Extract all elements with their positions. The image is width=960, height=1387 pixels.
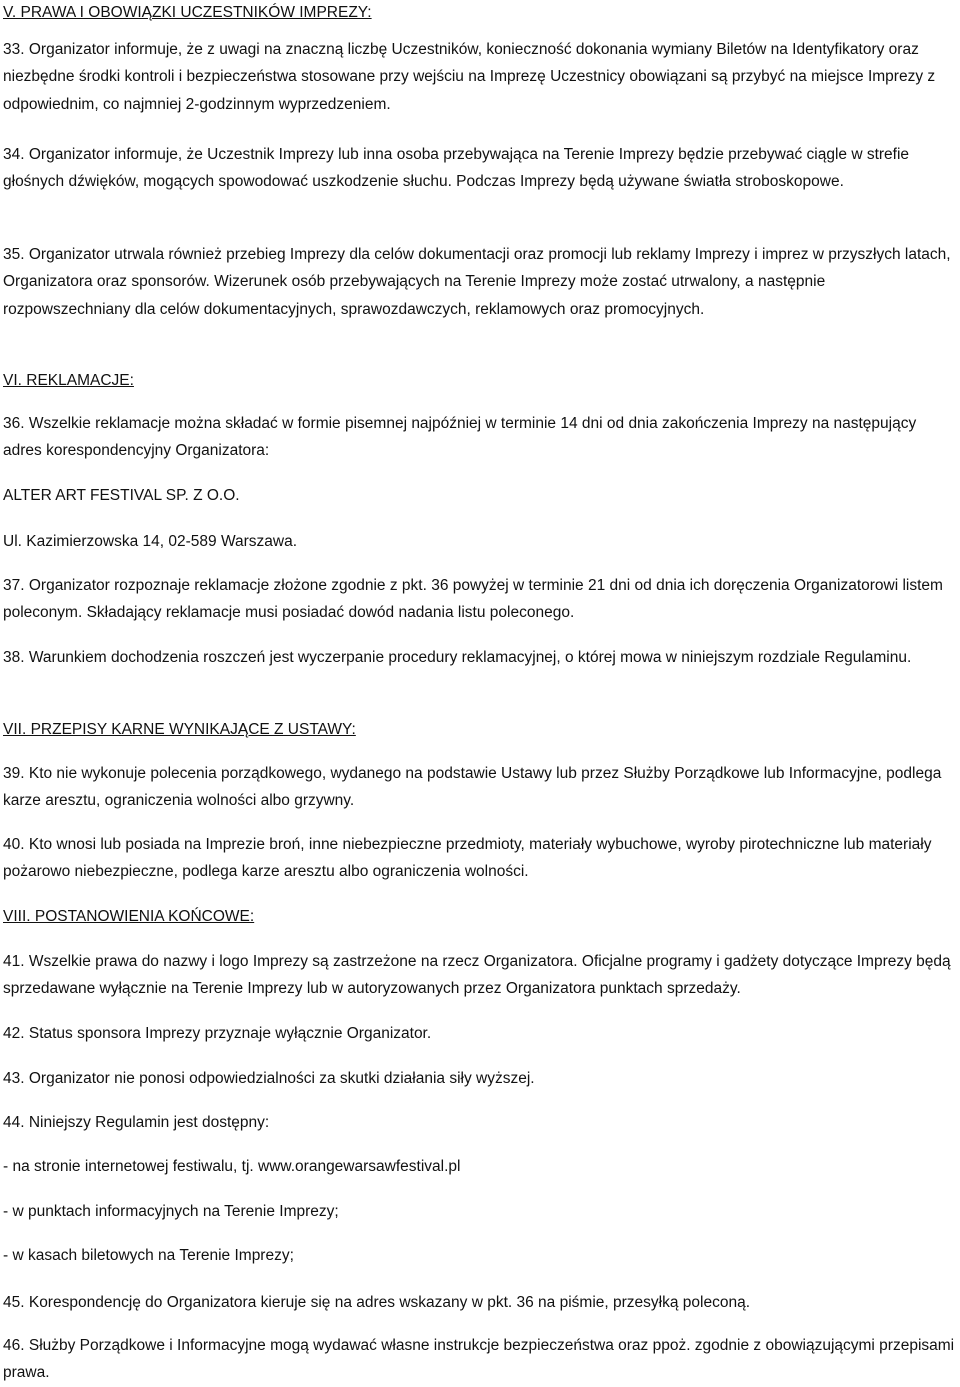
section-heading-v: V. PRAWA I OBOWIĄZKI UCZESTNIKÓW IMPREZY: <box>3 4 372 21</box>
paragraph-40: 40. Kto wnosi lub posiada na Imprezie broń, inne niebezpieczne przedmioty, materiały wybuchowe, wyroby pirotechniczne lub materiały pożarowo niebezpieczne, podlega karze aresztu albo ograniczenia wolności. <box>3 836 932 881</box>
paragraph-46: 46. Służby Porządkowe i Informacyjne mogą wydawać własne instrukcje bezpieczeństwa oraz ppoż. zgodnie z obowiązującymi przepisami prawa. <box>3 1337 955 1382</box>
availability-info-points: - w punktach informacyjnych na Terenie Imprezy; <box>3 1203 339 1220</box>
paragraph-34: 34. Organizator informuje, że Uczestnik Imprezy lub inna osoba przebywająca na Terenie Imprezy będzie przebywać ciągle w strefie głośnych dźwięków, mogących spowodować uszkodzenie słuchu. Podczas Imprezy będą używane światła stroboskopowe. <box>3 146 910 191</box>
paragraph-39: 39. Kto nie wykonuje polecenia porządkowego, wydanego na podstawie Ustawy lub przez Służby Porządkowe lub Informacyjne, podlega karze aresztu, ograniczenia wolności albo grzywny. <box>3 765 942 810</box>
availability-website: - na stronie internetowej festiwalu, tj. www.orangewarsawfestival.pl <box>3 1158 461 1175</box>
paragraph-41: 41. Wszelkie prawa do nazwy i logo Imprezy są zastrzeżone na rzecz Organizatora. Oficjalne programy i gadżety dotyczące Imprezy będą sprzedawane wyłącznie na Terenie Imprezy lub w autoryzowanych przez Organizatora punktach sprzedaży. <box>3 953 951 998</box>
paragraph-38: 38. Warunkiem dochodzenia roszczeń jest wyczerpanie procedury reklamacyjnej, o której mowa w niniejszym rozdziale Regulaminu. <box>3 649 912 666</box>
section-heading-vi: VI. REKLAMACJE: <box>3 372 134 389</box>
paragraph-35: 35. Organizator utrwala również przebieg Imprezy dla celów dokumentacji oraz promocji lub reklamy Imprezy i imprez w przyszłych latach, Organizatora oraz sponsorów. Wizerunek osób przebywających na Terenie Imprezy może zostać utrwalony, a następnie rozpowszechniany dla celów dokumentacyjnych, sprawozdawczych, reklamowych oraz promocyjnych. <box>3 246 951 318</box>
paragraph-33: 33. Organizator informuje, że z uwagi na znaczną liczbę Uczestników, konieczność dokonania wymiany Biletów na Identyfikatory oraz niezbędne środki kontroli i bezpieczeństwa stosowane przy wejściu na Imprezę Uczestnicy obowiązani są przybyć na miejsce Imprezy z odpowiednim, co najmniej 2-godzinnym wyprzedzeniem. <box>3 41 936 113</box>
section-heading-viii: VIII. POSTANOWIENIA KOŃCOWE: <box>3 908 255 925</box>
paragraph-45: 45. Korespondencję do Organizatora kieruje się na adres wskazany w pkt. 36 na piśmie, przesyłką poleconą. <box>3 1294 750 1311</box>
section-heading-vii: VII. PRZEPISY KARNE WYNIKAJĄCE Z USTAWY: <box>3 721 356 738</box>
paragraph-43: 43. Organizator nie ponosi odpowiedzialności za skutki działania siły wyższej. <box>3 1070 535 1087</box>
address-company: ALTER ART FESTIVAL SP. Z O.O. <box>3 487 240 504</box>
paragraph-37: 37. Organizator rozpoznaje reklamacje złożone zgodnie z pkt. 36 powyżej w terminie 21 dni od dnia ich doręczenia Organizatorowi listem poleconym. Składający reklamacje musi posiadać dowód nadania listu poleconego. <box>3 577 943 622</box>
address-street: Ul. Kazimierzowska 14, 02-589 Warszawa. <box>3 533 298 550</box>
paragraph-36: 36. Wszelkie reklamacje można składać w formie pisemnej najpóźniej w terminie 14 dni od dnia zakończenia Imprezy na następujący adres korespondencyjny Organizatora: <box>3 415 917 460</box>
paragraph-44: 44. Niniejszy Regulamin jest dostępny: <box>3 1114 270 1131</box>
availability-ticket-offices: - w kasach biletowych na Terenie Imprezy; <box>3 1247 294 1264</box>
paragraph-42: 42. Status sponsora Imprezy przyznaje wyłącznie Organizator. <box>3 1025 432 1042</box>
